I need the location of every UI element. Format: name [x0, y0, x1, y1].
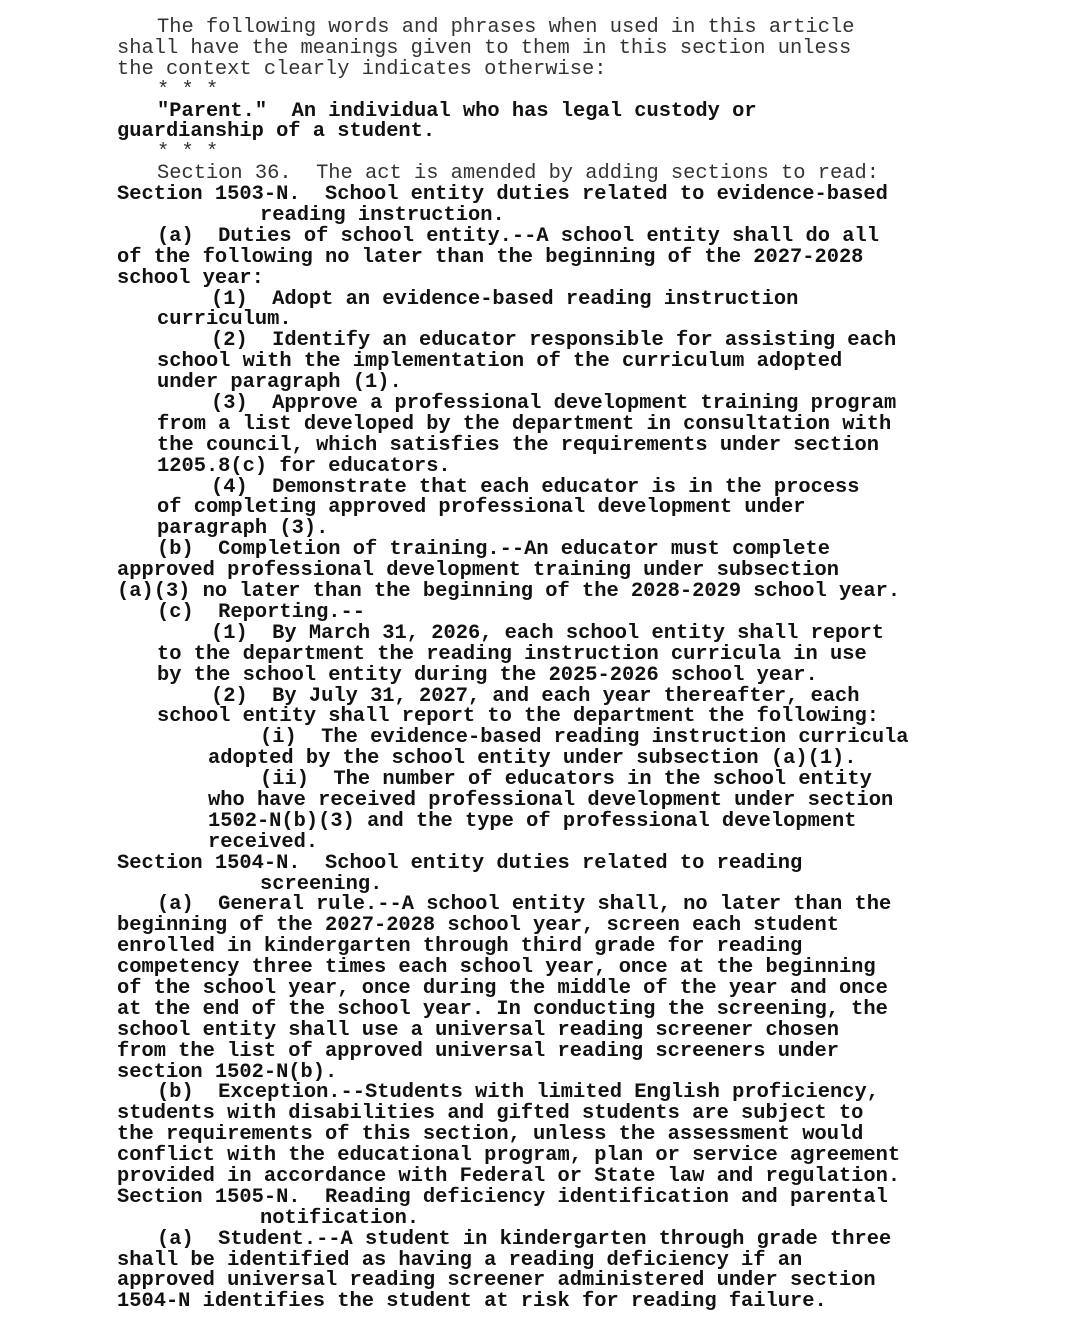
text-line: school year: [117, 266, 264, 290]
text-line: who have received professional development under section [208, 788, 894, 812]
text-line: (c) Reporting.-- [157, 600, 366, 624]
text-line: (a) Student.--A student in kindergarten through grade three [157, 1227, 892, 1251]
text-line: notification. [260, 1206, 420, 1230]
text-line: from a list developed by the department in consultation with [157, 412, 892, 436]
text-line: screening. [260, 872, 383, 896]
text-line: at the end of the school year. In conducting the screening, the [117, 997, 888, 1021]
text-line: conflict with the educational program, plan or service agreement [117, 1144, 901, 1168]
text-line: school entity shall report to the department the following: [157, 705, 879, 729]
text-line: competency three times each school year, once at the beginning [117, 956, 876, 980]
text-line: Section 1503-N. School entity duties related to evidence-based [117, 183, 888, 207]
text-line: (b) Exception.--Students with limited English proficiency, [157, 1081, 879, 1105]
text-line: the context clearly indicates otherwise: [117, 57, 607, 81]
text-line: The following words and phrases when used in this article [157, 16, 855, 39]
text-line: 1205.8(c) for educators. [157, 454, 451, 478]
text-line: beginning of the 2027-2028 school year, screen each student [117, 914, 839, 938]
text-line: (ii) The number of educators in the school entity [260, 768, 872, 792]
text-line: (b) Completion of training.--An educator must complete [157, 538, 831, 562]
text-line: (2) By July 31, 2027, and each year thereafter, each [211, 684, 860, 708]
text-line: paragraph (3). [157, 517, 329, 541]
text-line: (a)(3) no later than the beginning of the 2028-2029 school year. [117, 580, 901, 604]
text-line: school entity shall use a universal reading screener chosen [117, 1018, 839, 1042]
text-line: "Parent." An individual who has legal custody or [157, 99, 757, 123]
text-line: section 1502-N(b). [117, 1060, 338, 1084]
text-line: 1504-N identifies the student at risk for reading failure. [117, 1290, 827, 1314]
text-line: approved professional development training under subsection [117, 559, 839, 583]
text-line: (3) Approve a professional development training program [211, 392, 897, 416]
text-line: the requirements of this section, unless the assessment would [117, 1123, 864, 1147]
text-line: curriculum. [157, 308, 292, 332]
text-line: adopted by the school entity under subsection (a)(1). [208, 747, 857, 771]
text-line: (2) Identify an educator responsible for assisting each [211, 329, 897, 353]
text-line: the council, which satisfies the requirements under section [157, 433, 879, 457]
text-line: to the department the reading instruction curricula in use [157, 642, 867, 666]
text-line: (4) Demonstrate that each educator is in the process [211, 475, 860, 499]
text-line: * * * [157, 141, 219, 165]
text-line: of completing approved professional development under [157, 496, 806, 520]
text-line: enrolled in kindergarten through third grade for reading [117, 935, 803, 959]
text-line: guardianship of a student. [117, 120, 436, 144]
text-line: (a) General rule.--A school entity shall, no later than the [157, 893, 892, 917]
text-line: shall have the meanings given to them in this section unless [117, 36, 852, 60]
text-line: of the school year, once during the middle of the year and once [117, 976, 888, 1000]
text-line: Section 1504-N. School entity duties related to reading [117, 851, 803, 875]
text-line: by the school entity during the 2025-2026 school year. [157, 663, 818, 687]
text-line: (1) Adopt an evidence-based reading instruction [211, 287, 799, 311]
text-line: reading instruction. [260, 204, 505, 228]
text-line: * * * [157, 78, 219, 102]
text-line: (1) By March 31, 2026, each school entity shall report [211, 621, 885, 645]
text-line: provided in accordance with Federal or State law and regulation. [117, 1164, 901, 1188]
text-line: (a) Duties of school entity.--A school entity shall do all [157, 224, 879, 248]
text-line: of the following no later than the beginning of the 2027-2028 [117, 245, 864, 269]
text-line: under paragraph (1). [157, 371, 402, 395]
text-line: from the list of approved universal reading screeners under [117, 1039, 839, 1063]
text-line: received. [208, 830, 319, 854]
text-line: Section 36. The act is amended by adding sections to read: [157, 162, 879, 186]
text-line: (i) The evidence-based reading instruction curricula [260, 726, 909, 750]
text-line: shall be identified as having a reading deficiency if an [117, 1248, 803, 1272]
text-line: approved universal reading screener administered under section [117, 1269, 876, 1293]
document-body [117, 18, 1067, 1313]
text-line: 1502-N(b)(3) and the type of professional development [208, 809, 857, 833]
text-line: Section 1505-N. Reading deficiency identification and parental [117, 1185, 888, 1209]
text-line: students with disabilities and gifted students are subject to [117, 1102, 864, 1126]
text-line: school with the implementation of the curriculum adopted [157, 350, 843, 374]
